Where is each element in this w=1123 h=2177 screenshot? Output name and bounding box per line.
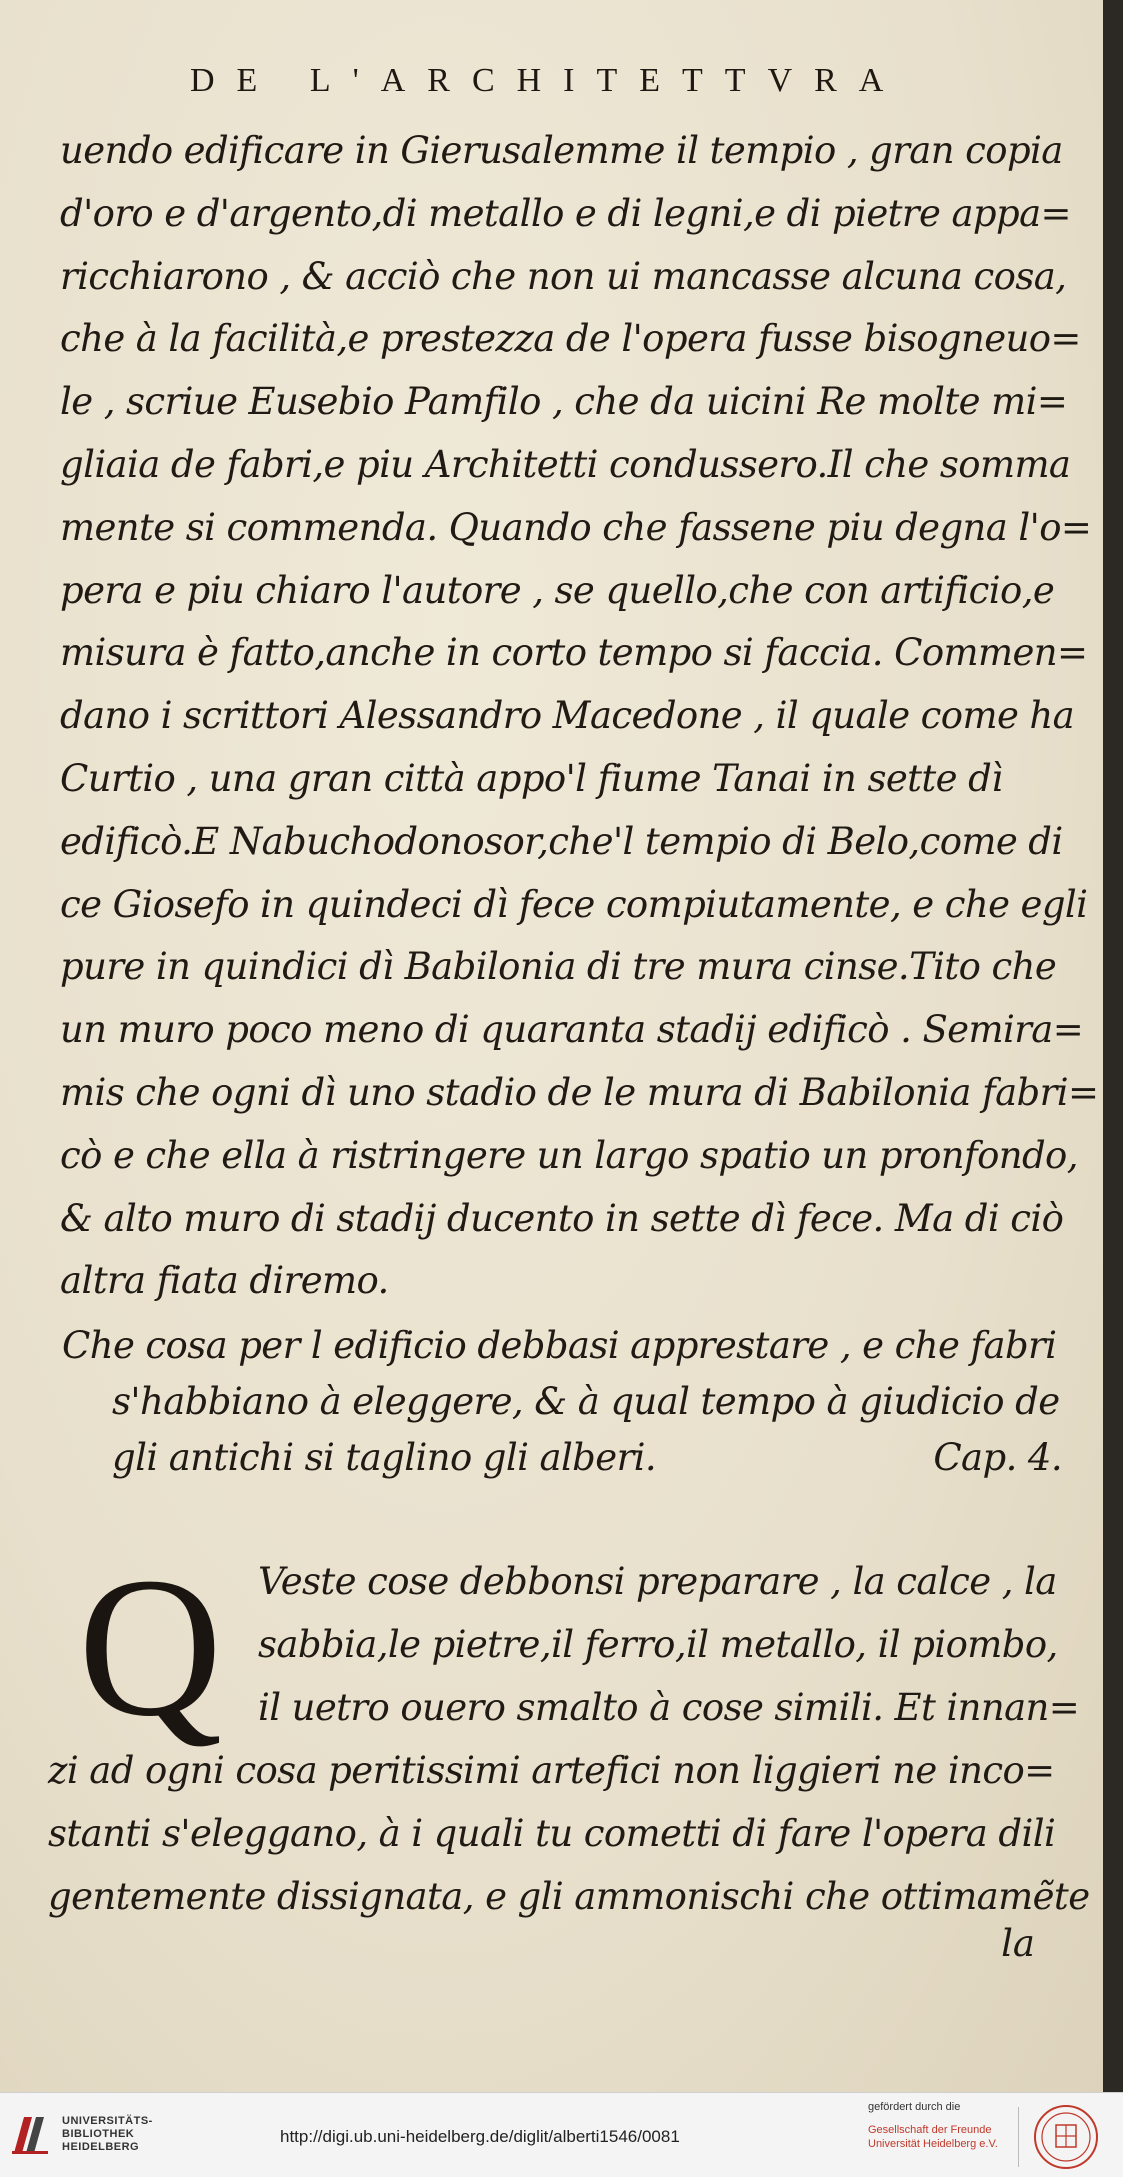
paragraph-2 bbox=[48, 1537, 1090, 1928]
text-line: Curtio , una gran città appo'l fiume Tanai in sette dì bbox=[60, 756, 1003, 800]
text-line: sabbia,le pietre,il ferro,il metallo, il piombo, bbox=[258, 1623, 1058, 1666]
text-line: misura è fatto,anche in corto tempo si faccia. Commen= bbox=[60, 631, 1088, 675]
text-line: edificò.E Nabuchodonosor,che'l tempio di Belo,come di bbox=[60, 819, 1063, 863]
footer-divider bbox=[1018, 2107, 1019, 2167]
library-name-line: BIBLIOTHEK bbox=[62, 2128, 135, 2140]
library-name[interactable] bbox=[62, 2115, 153, 2154]
text-line: mente si commenda. Quando che fassene piu degna l'o= bbox=[60, 505, 1092, 549]
text-line: altra fiata diremo. bbox=[60, 1259, 389, 1303]
text-line: le , scriue Eusebio Pamfilo , che da uicini Re molte mi= bbox=[60, 380, 1068, 424]
funded-by-label: gefördert durch die bbox=[868, 2101, 961, 2113]
text-line: pure in quindici dì Babilonia di tre mura cinse.Tito che bbox=[60, 945, 1057, 989]
text-line: uendo edificare in Gierusalemme il tempio , gran copia bbox=[60, 129, 1063, 172]
society-name-line: Universität Heidelberg e.V. bbox=[868, 2138, 998, 2150]
university-seal-icon[interactable] bbox=[1030, 2103, 1102, 2171]
drop-cap: Q bbox=[78, 1537, 223, 1758]
text-line: cò e che ella à ristringere un largo spatio un pronfondo, bbox=[60, 1133, 1078, 1177]
text-line: & alto muro di stadij ducento in sette dì fece. Ma di ciò bbox=[60, 1196, 1064, 1240]
library-name-line: UNIVERSITÄTS- bbox=[62, 2115, 153, 2127]
chapter-title-line: s'habbiano à eleggere, & à qual tempo à giudicio de bbox=[112, 1380, 1060, 1423]
text-line: pera e piu chiaro l'autore , se quello,che con artificio,e bbox=[60, 568, 1055, 612]
text-line: dano i scrittori Alessandro Macedone , il quale come ha bbox=[60, 694, 1075, 738]
page-url-link[interactable]: http://digi.ub.uni-heidelberg.de/diglit/alberti1546/0081 bbox=[280, 2127, 680, 2146]
text-line: ricchiarono , & acciò che non ui mancasse alcuna cosa, bbox=[60, 254, 1067, 298]
text-line: mis che ogni dì uno stadio de le mura di Babilonia fabri= bbox=[60, 1070, 1099, 1114]
text-line: che à la facilità,e prestezza de l'opera fusse bisogneuo= bbox=[60, 317, 1081, 361]
text-line: un muro poco meno di quaranta stadij edificò . Semira= bbox=[60, 1008, 1084, 1052]
text-line: zi ad ogni cosa peritissimi artefici non liggieri ne inco= bbox=[48, 1749, 1055, 1792]
text-line: d'oro e d'argento,di metallo e di legni,e di pietre appa= bbox=[60, 191, 1071, 235]
text-line: Veste cose debbonsi preparare , la calce , la bbox=[258, 1560, 1057, 1603]
catchword: la bbox=[1001, 1922, 1035, 1965]
chapter-heading bbox=[62, 1318, 1062, 1486]
text-line: gentemente dissignata, e gli ammonischi che ottimamẽte bbox=[48, 1875, 1090, 1918]
chapter-title-line: Che cosa per l edificio debbasi apprestare , e che fabri bbox=[62, 1324, 1057, 1367]
society-name-line: Gesellschaft der Freunde bbox=[868, 2124, 992, 2136]
text-line: stanti s'eleggano, à i quali tu cometti di fare l'opera dili bbox=[48, 1812, 1056, 1855]
chapter-title-line: gli antichi si taglino gli alberi. bbox=[112, 1436, 657, 1479]
chapter-title-last-line bbox=[62, 1430, 1062, 1486]
text-line: ce Giosefo in quindeci dì fece compiutamente, e che egli bbox=[60, 882, 1088, 926]
text-line: il uetro ouero smalto à cose simili. Et innan= bbox=[258, 1686, 1080, 1729]
page-edge bbox=[1103, 0, 1123, 2092]
library-name-line: HEIDELBERG bbox=[62, 2141, 140, 2153]
paragraph-1 bbox=[60, 120, 1099, 1313]
society-name[interactable] bbox=[868, 2123, 998, 2151]
text-line: gliaia de fabri,e piu Architetti condussero.Il che somma bbox=[60, 442, 1071, 486]
chapter-number: Cap. 4. bbox=[933, 1436, 1062, 1479]
university-library-logo-icon[interactable] bbox=[10, 2111, 54, 2157]
running-header: DE L'ARCHITETTVRA bbox=[190, 62, 906, 99]
footer-bar bbox=[0, 2092, 1123, 2177]
